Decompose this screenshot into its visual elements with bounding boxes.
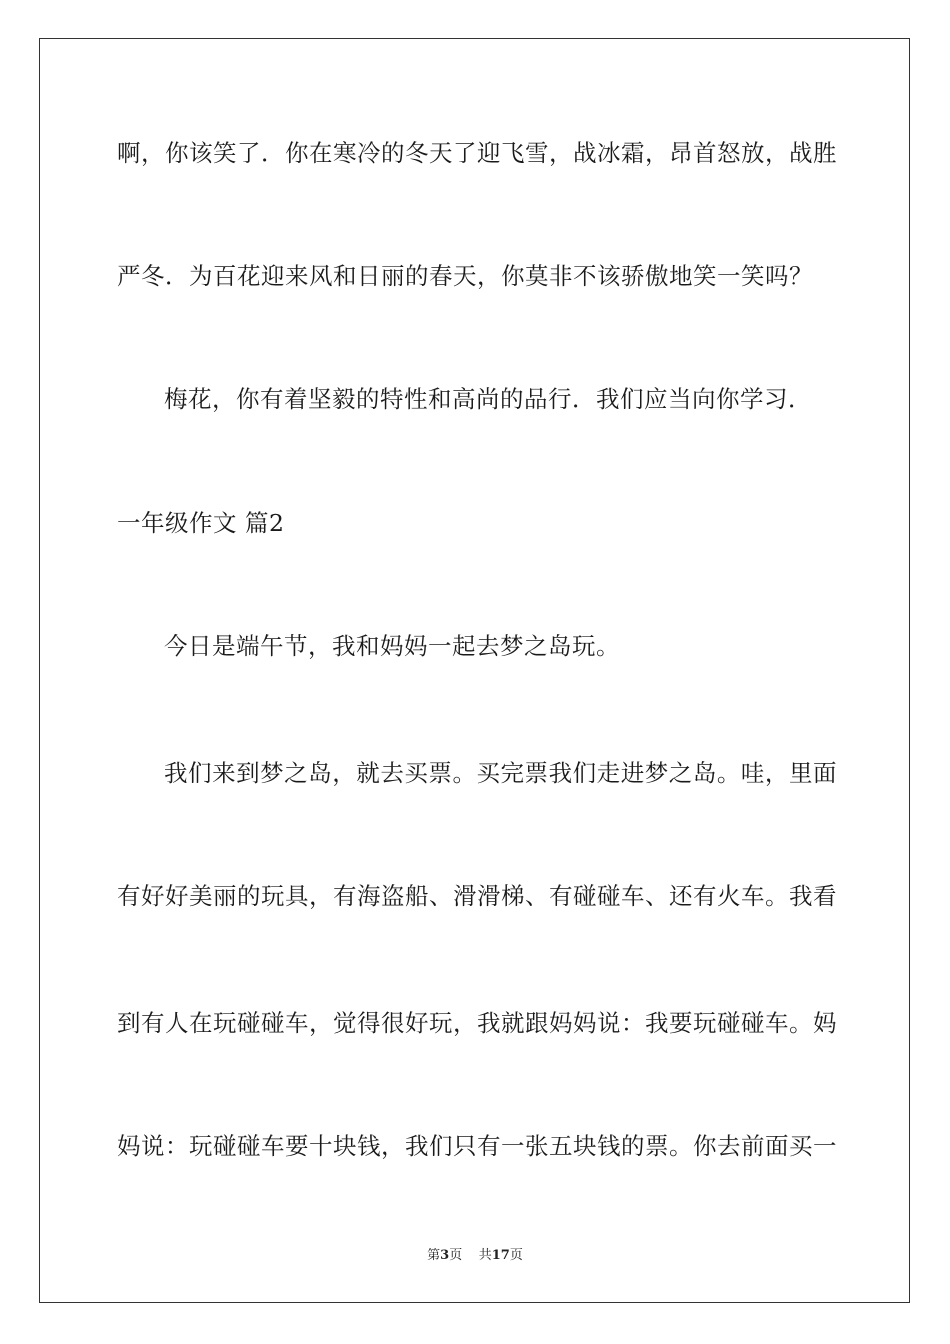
text-line-9: 妈说：玩碰碰车要十块钱，我们只有一张五块钱的票。你去前面买一 [117,1132,837,1160]
page-border [39,38,910,1303]
page-footer [0,1247,950,1265]
footer-total-unit: 页 [509,1248,523,1263]
text-line-7: 有好好美丽的玩具，有海盗船、滑滑梯、有碰碰车、还有火车。我看 [117,882,837,910]
text-line-8: 到有人在玩碰碰车，觉得很好玩，我就跟妈妈说：我要玩碰碰车。妈 [117,1009,837,1037]
text-line-1: 啊，你该笑了．你在寒冷的冬天了迎飞雪，战冰霜，昂首怒放，战胜 [117,139,837,167]
footer-page-number: 3 [440,1248,450,1263]
text-line-3: 梅花，你有着坚毅的特性和高尚的品行．我们应当向你学习． [164,385,812,413]
footer-page-unit: 页 [449,1248,463,1263]
text-line-2: 严冬．为百花迎来风和日丽的春天，你莫非不该骄傲地笑一笑吗？ [117,262,813,290]
text-line-6: 我们来到梦之岛，就去买票。买完票我们走进梦之岛。哇，里面 [164,759,837,787]
footer-total-pages: 17 [491,1248,510,1263]
footer-total-label: 共 [478,1248,492,1263]
text-line-5: 今日是端午节，我和妈妈一起去梦之岛玩。 [164,632,620,660]
footer-page-label: 第 [427,1248,441,1263]
section-heading: 一年级作文 篇2 [117,509,285,537]
